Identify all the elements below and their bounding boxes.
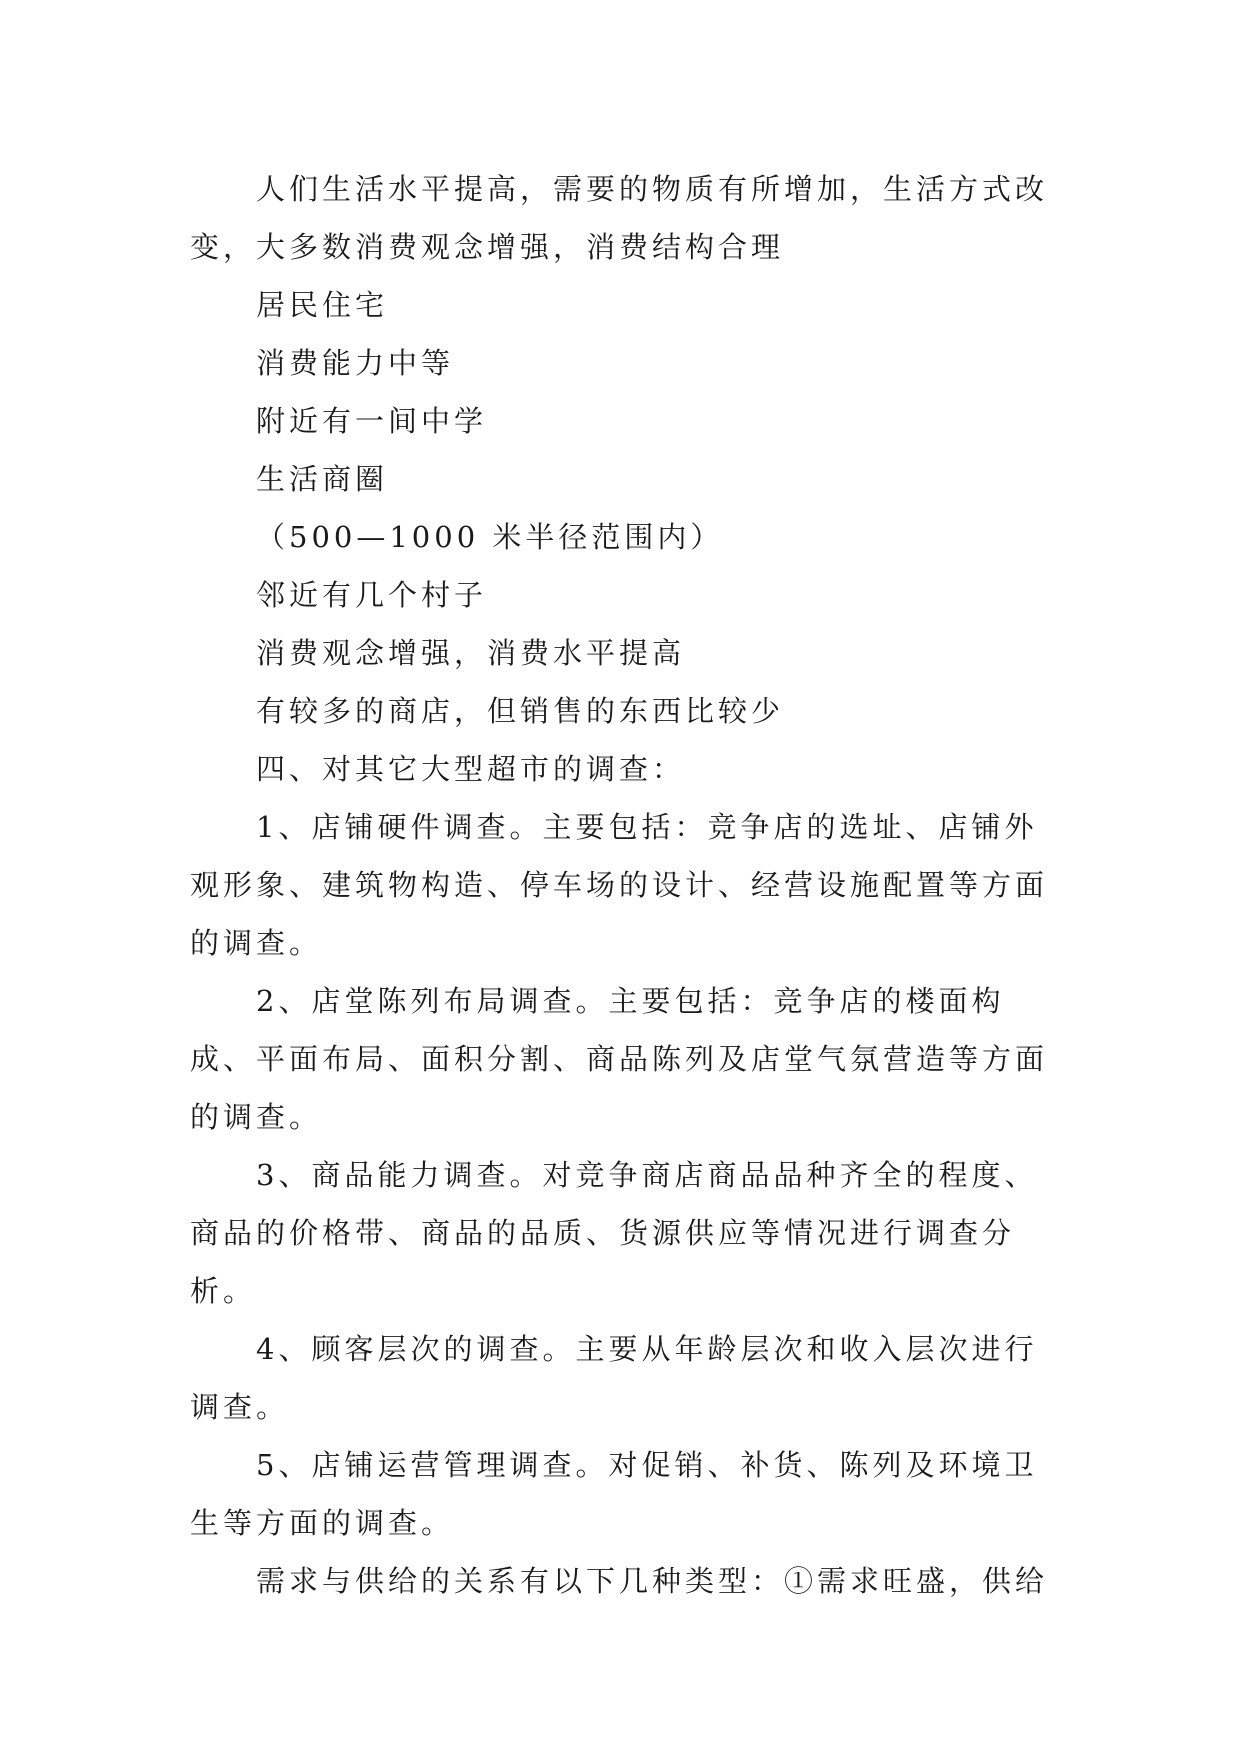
item-nearby-villages: 邻近有几个村子 bbox=[256, 578, 488, 612]
item-nearby-school: 附近有一间中学 bbox=[256, 404, 488, 438]
document-body bbox=[190, 160, 1070, 1610]
item-residential: 居民住宅 bbox=[256, 288, 389, 322]
paragraph-operations-survey: 5、店铺运营管理调查。对促销、补货、陈列及环境卫生等方面的调查。 bbox=[190, 1448, 1038, 1540]
paragraph-living-standard: 人们生活水平提高，需要的物质有所增加，生活方式改变，大多数消费观念增强，消费结构合理 bbox=[190, 172, 1049, 264]
paragraph-hardware-survey: 1、店铺硬件调查。主要包括：竞争店的选址、店铺外观形象、建筑物构造、停车场的设计、经营设施配置等方面的调查。 bbox=[190, 810, 1049, 960]
item-consumption-level: 消费能力中等 bbox=[256, 346, 455, 380]
item-consumption-awareness: 消费观念增强，消费水平提高 bbox=[256, 636, 686, 670]
section-heading-supermarket-survey: 四、对其它大型超市的调查： bbox=[256, 752, 686, 786]
item-living-circle: 生活商圈 bbox=[256, 462, 389, 496]
item-many-shops: 有较多的商店，但销售的东西比较少 bbox=[256, 694, 785, 728]
paragraph-customer-survey: 4、顾客层次的调查。主要从年龄层次和收入层次进行调查。 bbox=[190, 1332, 1038, 1424]
paragraph-supply-demand: 需求与供给的关系有以下几种类型：①需求旺盛，供给 bbox=[256, 1564, 1049, 1598]
item-radius-range: （500—1000 米半径范围内） bbox=[256, 520, 724, 554]
paragraph-layout-survey: 2、店堂陈列布局调查。主要包括：竞争店的楼面构成、平面布局、面积分割、商品陈列及店堂气氛营造等方面的调查。 bbox=[190, 984, 1049, 1134]
paragraph-merchandise-survey: 3、商品能力调查。对竞争商店商品品种齐全的程度、商品的价格带、商品的品质、货源供应等情况进行调查分析。 bbox=[190, 1158, 1038, 1308]
